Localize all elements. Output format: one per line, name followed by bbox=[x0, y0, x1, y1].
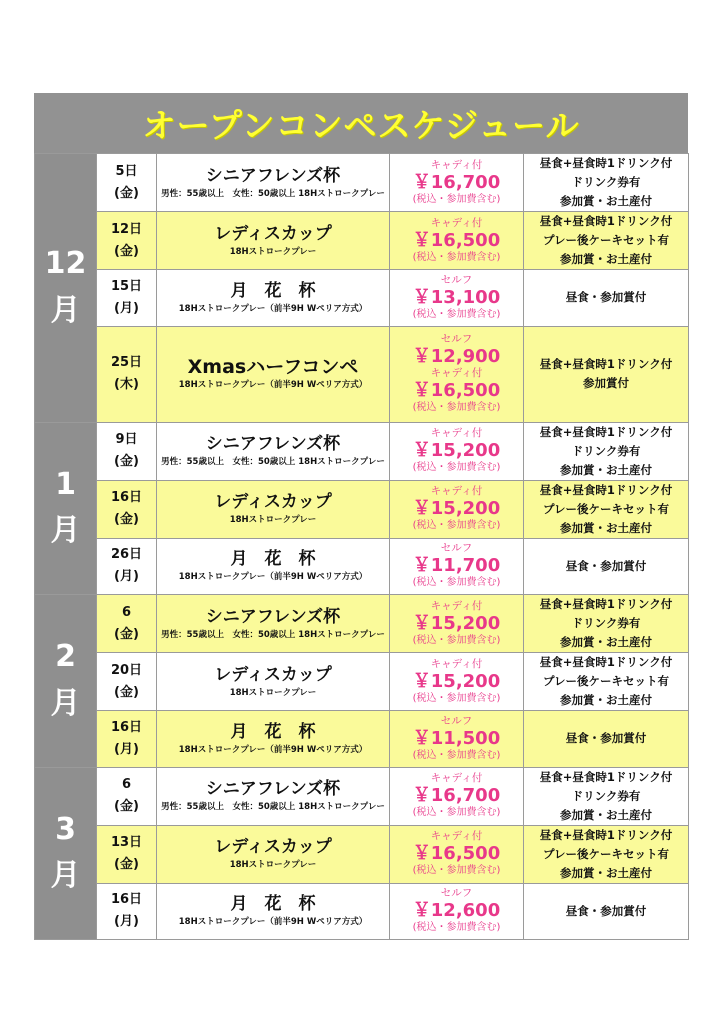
event-date: 26日 bbox=[110, 547, 143, 563]
event-weekday: (月) bbox=[114, 300, 139, 316]
month-number: 2 bbox=[55, 639, 76, 675]
price-value: ￥11,700 bbox=[412, 555, 501, 577]
perk-item: ドリンク券有 bbox=[571, 616, 641, 630]
date-cell bbox=[97, 883, 157, 940]
price-cell bbox=[390, 538, 524, 595]
event-name-cell bbox=[157, 326, 390, 422]
event-weekday: (月) bbox=[114, 569, 139, 585]
price-cell bbox=[390, 883, 524, 940]
event-date: 6 bbox=[121, 777, 132, 792]
event-name-cell bbox=[157, 595, 390, 653]
page-title: オープンコンペスケジュール bbox=[142, 105, 580, 145]
price-value: ￥15,200 bbox=[412, 498, 501, 519]
event-date: 25日 bbox=[110, 355, 143, 370]
perk-item: ドリンク券有 bbox=[571, 443, 641, 458]
price-cell bbox=[390, 212, 524, 270]
date-cell bbox=[97, 653, 157, 711]
price-type-label: キャディ付 bbox=[430, 427, 483, 439]
event-date: 5日 bbox=[115, 163, 138, 179]
tax-note: (税込・参加費含む) bbox=[412, 520, 501, 531]
perks-cell bbox=[524, 154, 689, 212]
date-cell bbox=[97, 212, 157, 270]
date-cell bbox=[97, 595, 157, 653]
schedule-table bbox=[34, 153, 689, 940]
price-cell bbox=[390, 653, 524, 711]
price-cell bbox=[390, 154, 524, 212]
event-name: 月 花 杯 bbox=[230, 280, 316, 301]
event-date: 16日 bbox=[110, 719, 143, 735]
month-kanji: 月 bbox=[50, 513, 81, 549]
event-rules: 18Hストロークプレー（前半9H Wペリア方式） bbox=[178, 917, 368, 928]
event-date: 12日 bbox=[110, 221, 143, 237]
price-value: ￥16,700 bbox=[412, 171, 501, 193]
event-date: 16日 bbox=[110, 490, 143, 505]
perks-cell bbox=[524, 422, 689, 480]
event-rules: 18Hストロークプレー（前半9H Wペリア方式） bbox=[178, 380, 368, 390]
event-name: レディスカップ bbox=[214, 837, 332, 857]
price-cell bbox=[390, 270, 524, 327]
event-name-cell bbox=[157, 212, 390, 270]
month-number: 3 bbox=[55, 811, 76, 847]
event-rules: 男性：55歳以上 女性：50歳以上 18Hストロークプレー bbox=[161, 188, 385, 199]
event-date: 16日 bbox=[110, 892, 143, 908]
price-type-label: セルフ bbox=[440, 887, 473, 900]
perk-item: 昼食・参加賞付 bbox=[565, 290, 647, 305]
event-rules: 男性：55歳以上 女性：50歳以上 18Hストロークプレー bbox=[161, 802, 385, 812]
perk-item: 昼食+昼食時1ドリンク付 bbox=[539, 424, 673, 439]
month-kanji: 月 bbox=[50, 685, 81, 721]
event-name-cell bbox=[157, 767, 390, 825]
event-weekday: (金) bbox=[114, 626, 139, 642]
event-name: シニアフレンズ杯 bbox=[205, 165, 341, 186]
tax-note: (税込・参加費含む) bbox=[412, 251, 501, 263]
price-type-label: キャディ付 bbox=[430, 772, 483, 784]
tax-note: (税込・参加費含む) bbox=[412, 922, 501, 934]
month-number: 12 bbox=[44, 246, 87, 282]
perks-cell bbox=[524, 480, 689, 538]
perk-item: プレー後ケーキセット有 bbox=[542, 674, 670, 688]
event-row bbox=[35, 212, 689, 270]
perks-cell bbox=[524, 883, 689, 940]
perk-item: 昼食・参加賞付 bbox=[565, 731, 647, 746]
event-rules: 18Hストロークプレー（前半9H Wペリア方式） bbox=[178, 744, 368, 755]
event-name: シニアフレンズ杯 bbox=[205, 779, 341, 799]
price-value: ￥12,600 bbox=[412, 900, 501, 922]
price-cell bbox=[390, 767, 524, 825]
perk-item: 参加賞・お土産付 bbox=[560, 865, 652, 880]
perks-cell bbox=[524, 653, 689, 711]
event-weekday: (木) bbox=[114, 377, 139, 392]
perk-item: ドリンク券有 bbox=[571, 175, 641, 189]
date-cell bbox=[97, 480, 157, 538]
date-cell bbox=[97, 711, 157, 768]
event-row bbox=[35, 270, 689, 327]
date-cell bbox=[97, 270, 157, 327]
perk-item: 昼食+昼食時1ドリンク付 bbox=[539, 827, 673, 842]
event-weekday: (金) bbox=[114, 243, 139, 259]
price-type-label: キャディ付 bbox=[430, 158, 483, 171]
month-label-cell bbox=[35, 154, 97, 423]
event-name-cell bbox=[157, 270, 390, 327]
perk-item: 参加賞・お土産付 bbox=[560, 693, 652, 707]
price-type-label: セルフ bbox=[440, 542, 473, 555]
price-type-label: キャディ付 bbox=[430, 367, 483, 379]
perk-item: 昼食+昼食時1ドリンク付 bbox=[539, 769, 673, 784]
perk-item: 参加賞・お土産付 bbox=[560, 635, 652, 649]
perk-item: ドリンク券有 bbox=[571, 788, 641, 803]
tax-note: (税込・参加費含む) bbox=[412, 308, 501, 320]
event-row bbox=[35, 711, 689, 768]
tax-note: (税込・参加費含む) bbox=[412, 193, 501, 205]
date-cell bbox=[97, 154, 157, 212]
perks-cell bbox=[524, 767, 689, 825]
date-cell bbox=[97, 326, 157, 422]
event-name: 月 花 杯 bbox=[230, 894, 316, 915]
perks-cell bbox=[524, 270, 689, 327]
event-date: 6 bbox=[121, 604, 132, 620]
price-value: ￥16,500 bbox=[412, 229, 501, 251]
event-name-cell bbox=[157, 825, 390, 883]
perk-item: 参加賞・お土産付 bbox=[560, 807, 652, 822]
tax-note: (税込・参加費含む) bbox=[412, 462, 501, 473]
price-cell bbox=[390, 825, 524, 883]
event-weekday: (金) bbox=[114, 512, 139, 527]
event-name-cell bbox=[157, 538, 390, 595]
event-row bbox=[35, 154, 689, 212]
price-type-label: キャディ付 bbox=[430, 830, 483, 842]
event-rules: 18Hストロークプレー（前半9H Wペリア方式） bbox=[178, 303, 368, 314]
event-weekday: (金) bbox=[114, 185, 139, 201]
price-type-label: セルフ bbox=[440, 273, 473, 286]
price-type-label: キャディ付 bbox=[430, 599, 483, 612]
price-value: ￥15,200 bbox=[412, 440, 501, 461]
price-value: ￥11,500 bbox=[412, 727, 501, 749]
event-rules: 18Hストロークプレー bbox=[229, 860, 317, 870]
tax-note: (税込・参加費含む) bbox=[412, 865, 501, 876]
event-date: 9日 bbox=[115, 432, 138, 447]
perk-item: 参加賞・お土産付 bbox=[560, 462, 652, 477]
tax-note: (税込・参加費含む) bbox=[412, 634, 501, 646]
perks-cell bbox=[524, 326, 689, 422]
tax-note: (税込・参加費含む) bbox=[412, 402, 501, 413]
price-value: ￥12,900 bbox=[412, 346, 501, 367]
perk-item: 参加賞・お土産付 bbox=[560, 252, 652, 266]
price-type-label: キャディ付 bbox=[430, 216, 483, 229]
perk-item: 昼食・参加賞付 bbox=[565, 558, 647, 573]
perks-cell bbox=[524, 538, 689, 595]
event-rules: 18Hストロークプレー（前半9H Wペリア方式） bbox=[178, 572, 368, 583]
price-type-label: キャディ付 bbox=[430, 657, 483, 670]
event-weekday: (月) bbox=[114, 741, 139, 757]
perk-item: 参加賞・お土産付 bbox=[560, 194, 652, 208]
event-row bbox=[35, 326, 689, 422]
event-name: レディスカップ bbox=[214, 223, 332, 244]
price-value: ￥15,200 bbox=[412, 612, 501, 634]
event-name: シニアフレンズ杯 bbox=[205, 434, 341, 454]
event-date: 13日 bbox=[110, 835, 143, 850]
perks-cell bbox=[524, 212, 689, 270]
event-name: レディスカップ bbox=[214, 492, 332, 512]
event-row bbox=[35, 883, 689, 940]
event-rules: 男性：55歳以上 女性：50歳以上 18Hストロークプレー bbox=[161, 457, 385, 467]
perk-item: プレー後ケーキセット有 bbox=[542, 501, 670, 516]
event-rules: 18Hストロークプレー bbox=[229, 687, 317, 698]
month-label-cell bbox=[35, 422, 97, 595]
event-rules: 18Hストロークプレー bbox=[229, 246, 317, 257]
price-value: ￥16,500 bbox=[412, 843, 501, 864]
price-type-label: セルフ bbox=[440, 333, 473, 345]
event-name-cell bbox=[157, 154, 390, 212]
date-cell bbox=[97, 538, 157, 595]
perk-item: プレー後ケーキセット有 bbox=[542, 846, 670, 861]
perk-item: 昼食+昼食時1ドリンク付 bbox=[539, 156, 673, 170]
price-type-label: セルフ bbox=[440, 714, 473, 727]
event-name: Xmasハーフコンペ bbox=[187, 356, 359, 378]
event-name: シニアフレンズ杯 bbox=[205, 606, 341, 627]
event-rules: 18Hストロークプレー bbox=[229, 515, 317, 525]
event-name: 月 花 杯 bbox=[230, 721, 316, 742]
month-kanji: 月 bbox=[50, 858, 81, 894]
title-banner bbox=[34, 93, 688, 153]
perk-item: 昼食+昼食時1ドリンク付 bbox=[539, 214, 673, 228]
price-cell bbox=[390, 711, 524, 768]
event-row bbox=[35, 480, 689, 538]
date-cell bbox=[97, 422, 157, 480]
tax-note: (税込・参加費含む) bbox=[412, 577, 501, 589]
price-value: ￥16,500 bbox=[412, 380, 501, 401]
event-row bbox=[35, 538, 689, 595]
event-rules: 男性：55歳以上 女性：50歳以上 18Hストロークプレー bbox=[161, 629, 385, 640]
perk-item: 昼食・参加賞付 bbox=[565, 903, 647, 918]
perk-item: 昼食+昼食時1ドリンク付 bbox=[539, 482, 673, 497]
price-cell bbox=[390, 422, 524, 480]
perk-item: 昼食+昼食時1ドリンク付 bbox=[539, 655, 673, 669]
event-weekday: (金) bbox=[114, 857, 139, 872]
event-name-cell bbox=[157, 711, 390, 768]
event-date: 15日 bbox=[110, 278, 143, 294]
month-number: 1 bbox=[55, 466, 76, 502]
event-row bbox=[35, 653, 689, 711]
month-kanji: 月 bbox=[50, 292, 81, 328]
event-name: レディスカップ bbox=[214, 664, 332, 685]
perks-cell bbox=[524, 825, 689, 883]
perks-cell bbox=[524, 595, 689, 653]
event-name-cell bbox=[157, 422, 390, 480]
perk-item: 昼食+昼食時1ドリンク付 bbox=[539, 597, 673, 611]
price-cell bbox=[390, 326, 524, 422]
price-cell bbox=[390, 480, 524, 538]
event-row bbox=[35, 825, 689, 883]
perk-item: プレー後ケーキセット有 bbox=[542, 233, 670, 247]
price-value: ￥15,200 bbox=[412, 670, 501, 692]
price-cell bbox=[390, 595, 524, 653]
event-row bbox=[35, 422, 689, 480]
event-weekday: (金) bbox=[114, 799, 139, 814]
price-value: ￥16,700 bbox=[412, 785, 501, 806]
event-row bbox=[35, 767, 689, 825]
price-value: ￥13,100 bbox=[412, 286, 501, 308]
month-label-cell bbox=[35, 595, 97, 768]
perk-item: 参加賞・お土産付 bbox=[560, 520, 652, 535]
event-weekday: (月) bbox=[114, 914, 139, 930]
date-cell bbox=[97, 825, 157, 883]
perk-item: 参加賞付 bbox=[583, 376, 629, 390]
tax-note: (税込・参加費含む) bbox=[412, 749, 501, 761]
event-name-cell bbox=[157, 480, 390, 538]
event-row bbox=[35, 595, 689, 653]
month-label-cell bbox=[35, 767, 97, 940]
event-name-cell bbox=[157, 653, 390, 711]
event-name: 月 花 杯 bbox=[230, 549, 316, 570]
perks-cell bbox=[524, 711, 689, 768]
event-weekday: (金) bbox=[114, 454, 139, 469]
price-type-label: キャディ付 bbox=[430, 485, 483, 497]
perk-item: 昼食+昼食時1ドリンク付 bbox=[539, 357, 673, 371]
event-date: 20日 bbox=[110, 662, 143, 678]
tax-note: (税込・参加費含む) bbox=[412, 692, 501, 704]
tax-note: (税込・参加費含む) bbox=[412, 807, 501, 818]
date-cell bbox=[97, 767, 157, 825]
event-name-cell bbox=[157, 883, 390, 940]
event-weekday: (金) bbox=[114, 684, 139, 700]
